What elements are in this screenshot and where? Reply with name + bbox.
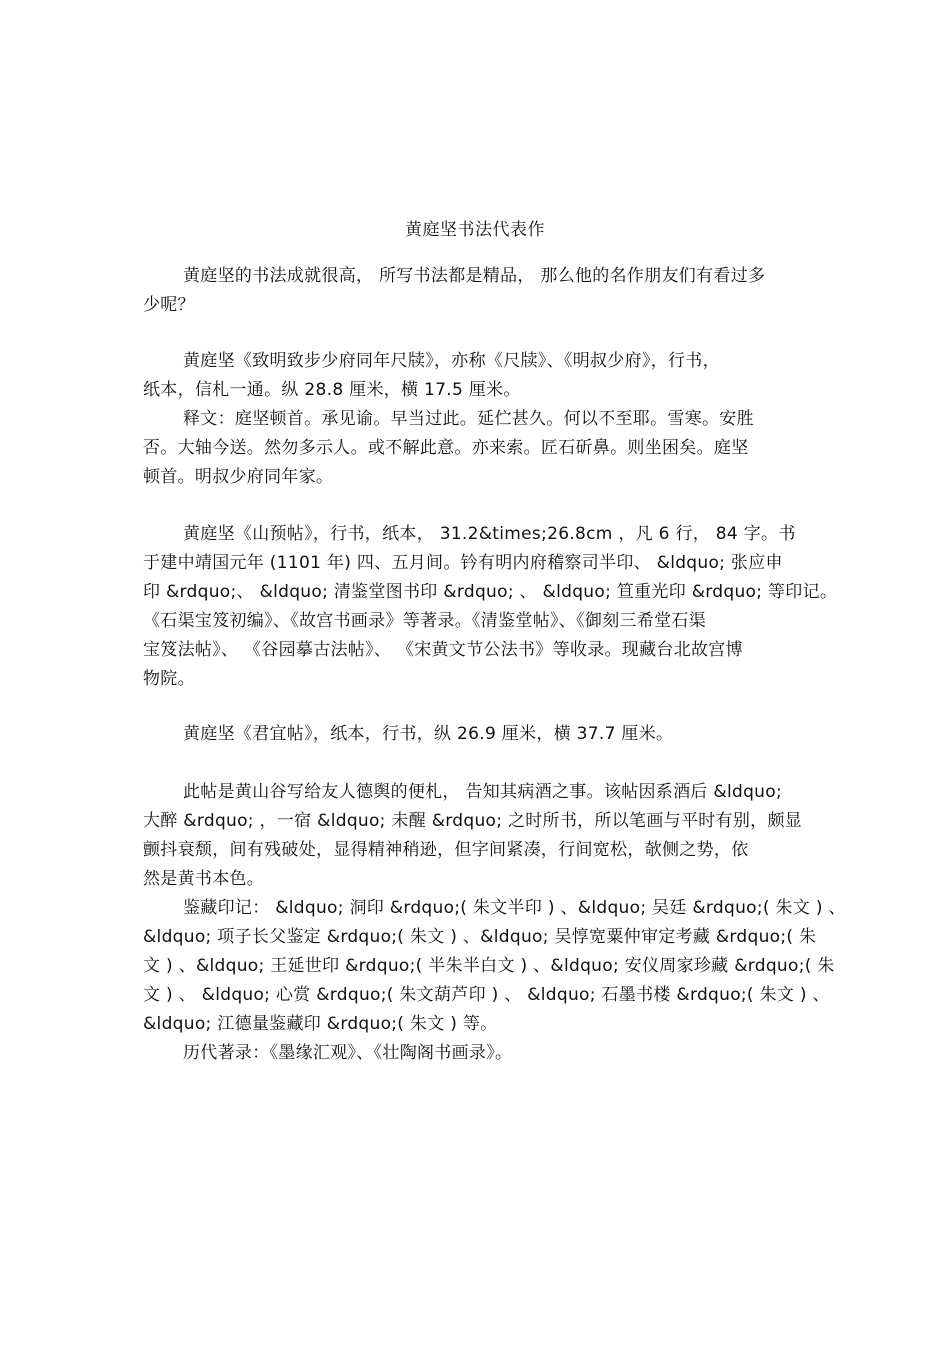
paragraph-junyi-tie xyxy=(143,720,811,749)
paragraph-description xyxy=(143,778,811,894)
text-line: 宝笈法帖》、 《谷园摹古法帖》、 《宋黄文节公法书》等收录。现藏台北故宫博 xyxy=(143,640,743,660)
text-line: 文 ) 、&ldquo; 王延世印 &rdquo;( 半朱半白文 ) 、&ldquo; 安仪周家珍藏 &rdquo;( 朱 xyxy=(143,956,835,976)
text-line: 释文：庭坚顿首。承见谕。早当过此。延伫甚久。何以不至耶。雪寒。安胜 xyxy=(183,409,754,429)
text-line: 否。大轴今送。然勿多示人。或不解此意。亦来索。匠石斫鼻。则坐困矣。庭坚 xyxy=(143,438,749,458)
paragraph-historical-records xyxy=(143,1039,811,1068)
text-line: 黄庭坚的书法成就很高， 所写书法都是精品， 那么他的名作朋友们有看过多 xyxy=(183,266,766,286)
text-line: 黄庭坚《致明致步少府同年尺牍》，亦称《尺牍》、《明叔少府》，行书， xyxy=(183,351,720,371)
text-line: &ldquo; 江德量鉴藏印 &rdquo;( 朱文 ) 等。 xyxy=(143,1014,498,1034)
text-line: 黄庭坚《君宜帖》，纸本，行书，纵 26.9 厘米，横 37.7 厘米。 xyxy=(183,724,674,744)
paragraph-collection-seals xyxy=(143,894,846,1039)
text-line: 《石渠宝笈初编》、《故宫书画录》等著录。《清鉴堂帖》、《御刻三希堂石渠 xyxy=(143,611,706,631)
text-line: 大醉 &rdquo; ，一宿 &ldquo; 未醒 &rdquo; 之时所书，所以笔画与平时有别，颇显 xyxy=(143,811,803,831)
text-line: 此帖是黄山谷写给友人德舆的便札， 告知其病酒之事。该帖因系酒后 &ldquo; xyxy=(183,782,782,802)
text-line: 物院。 xyxy=(143,669,195,689)
text-line: 于建中靖国元年 (1101 年) 四、五月间。钤有明内府稽察司半印、 &ldquo; 张应申 xyxy=(143,553,783,573)
paragraph-shanyu-tie xyxy=(143,520,838,694)
text-line: 黄庭坚《山预帖》，行书，纸本， 31.2&times;26.8cm ，凡 6 行， 84 字。书 xyxy=(183,524,796,544)
text-line: 纸本，信札一通。纵 28.8 厘米，横 17.5 厘米。 xyxy=(143,380,521,400)
text-line: 颤抖衰颓，间有残破处，显得精神稍逊，但字间紧凑，行间宽松，欹侧之势，依 xyxy=(143,840,749,860)
text-line: 鉴藏印记： &ldquo; 洞印 &rdquo;( 朱文半印 ) 、&ldquo; 吴廷 &rdquo;( 朱文 ) 、 xyxy=(183,898,846,918)
text-line: 少呢？ xyxy=(143,295,195,315)
text-line: 文 ) 、 &ldquo; 心赏 &rdquo;( 朱文葫芦印 ) 、 &ldquo; 石墨书楼 &rdquo;( 朱文 ) 、 xyxy=(143,985,830,1005)
text-line: 顿首。明叔少府同年家。 xyxy=(143,467,334,487)
paragraph-chidu xyxy=(143,347,811,405)
paragraph-transcription xyxy=(143,405,811,492)
text-line: 历代著录：《墨缘汇观》、《壮陶阁书画录》。 xyxy=(183,1043,513,1063)
text-line: 然是黄书本色。 xyxy=(143,869,265,889)
document-title: 黄庭坚书法代表作 xyxy=(405,220,545,240)
text-line: &ldquo; 项子长父鉴定 &rdquo;( 朱文 ) 、&ldquo; 吴惇宽粟仲审定考藏 &rdquo;( 朱 xyxy=(143,927,817,947)
paragraph-intro xyxy=(143,262,811,320)
text-line: 印 &rdquo;、 &ldquo; 清鉴堂图书印 &rdquo; 、 &ldquo; 笪重光印 &rdquo; 等印记。 xyxy=(143,582,838,602)
